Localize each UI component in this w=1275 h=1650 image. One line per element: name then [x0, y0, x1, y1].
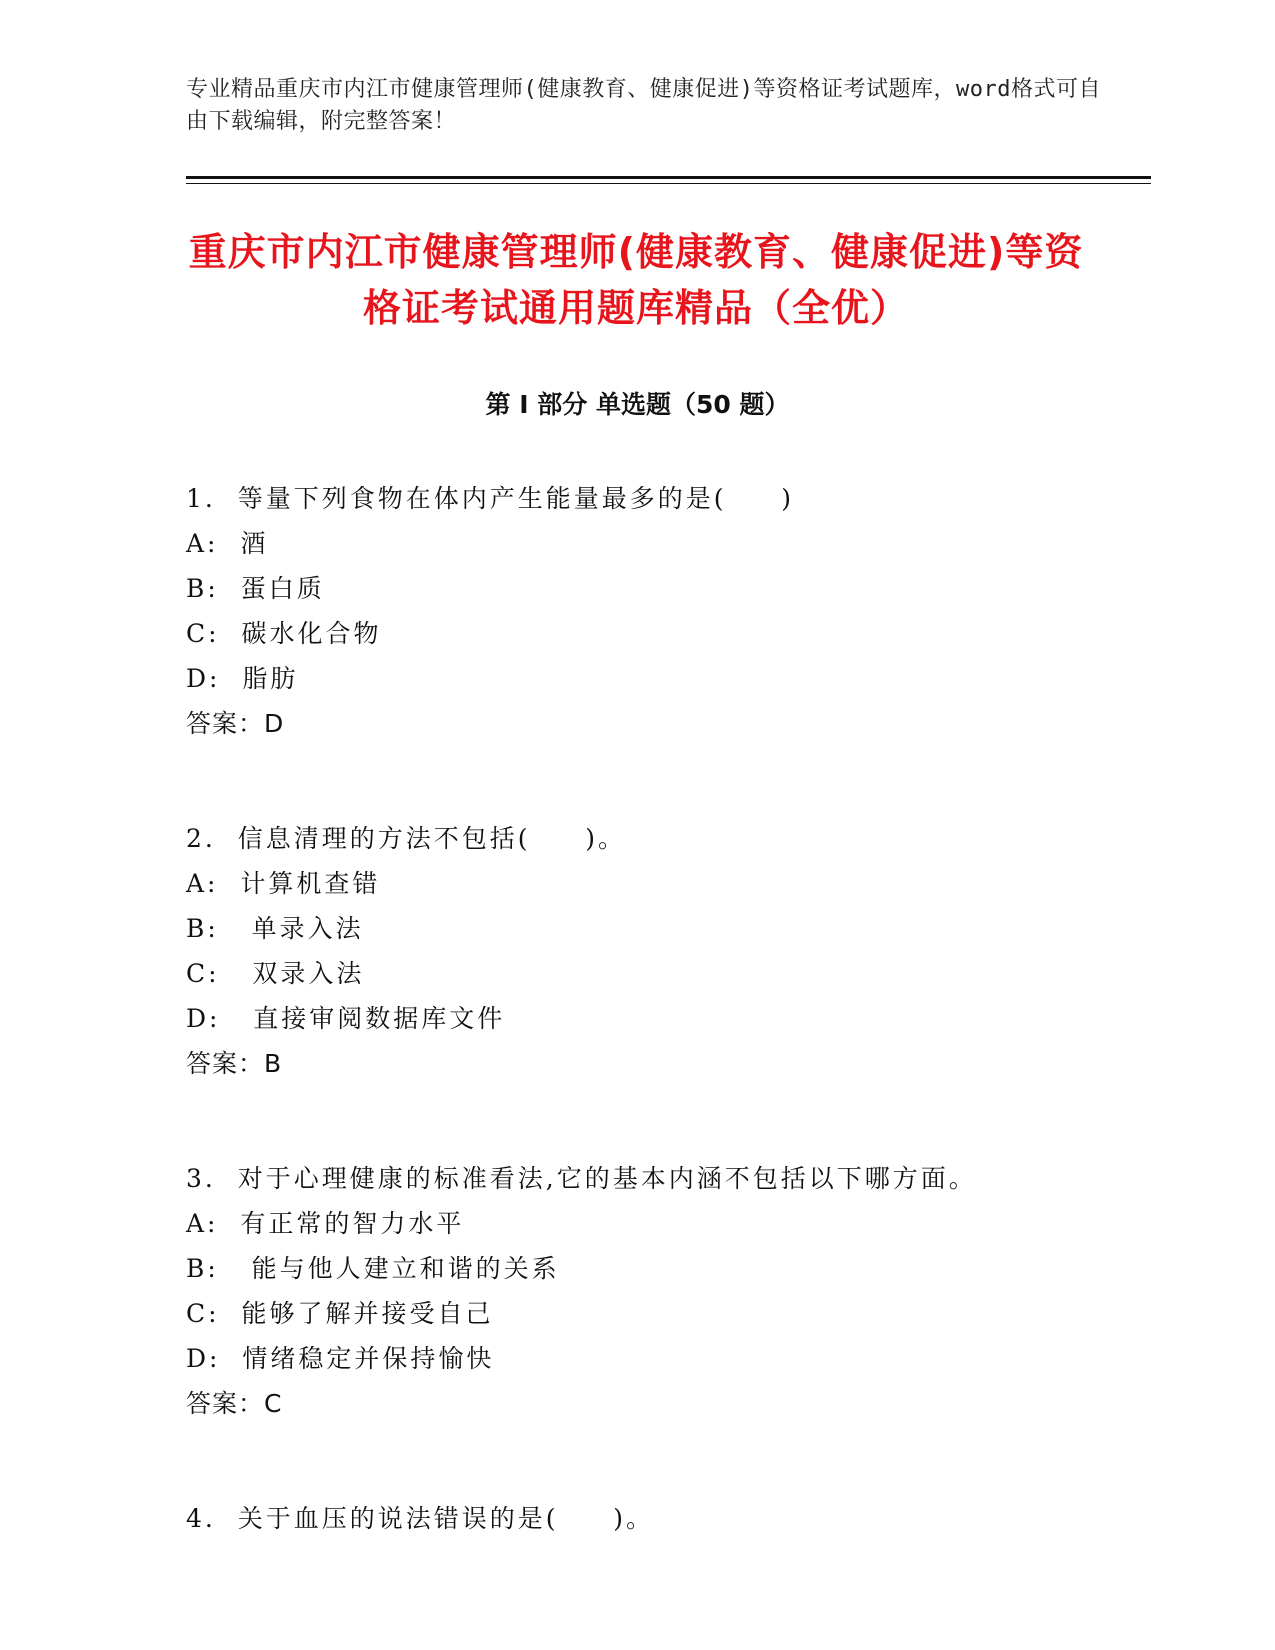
document-title: 重庆市内江市健康管理师(健康教育、健康促进)等资格证考试通用题库精品（全优）: [188, 230, 1084, 330]
question-stem: 3. 对于心理健康的标准看法,它的基本内涵不包括以下哪方面。: [186, 1164, 977, 1193]
question-2: [186, 816, 1086, 1086]
option-a: A: 有正常的智力水平: [186, 1209, 465, 1238]
answer-line: 答案：B: [186, 1049, 283, 1078]
option-b: B: 单录入法: [186, 914, 364, 943]
answer-line: 答案：D: [186, 709, 285, 738]
option-b: B: 蛋白质: [186, 574, 325, 603]
question-stem: 4. 关于血压的说法错误的是( )。: [186, 1504, 654, 1533]
question-3: [186, 1156, 1086, 1426]
section-title: 第 I 部分 单选题（50 题）: [485, 390, 790, 419]
option-a: A: 计算机查错: [186, 869, 381, 898]
question-1: [186, 476, 1086, 746]
question-list: [186, 476, 1086, 1611]
option-c: C: 碳水化合物: [186, 619, 382, 648]
option-a: A: 酒: [186, 529, 269, 558]
option-c: C: 双录入法: [186, 959, 365, 988]
question-stem: 1. 等量下列食物在体内产生能量最多的是( ): [186, 484, 794, 513]
answer-line: 答案：C: [186, 1389, 283, 1418]
question-4: [186, 1496, 1086, 1541]
option-c: C: 能够了解并接受自己: [186, 1299, 494, 1328]
question-stem: 2. 信息清理的方法不包括( )。: [186, 824, 626, 853]
option-b: B: 能与他人建立和谐的关系: [186, 1254, 560, 1283]
header-rule-thin: [186, 183, 1151, 184]
option-d: D: 情绪稳定并保持愉快: [186, 1344, 495, 1373]
header-note: 专业精品重庆市内江市健康管理师(健康教育、健康促进)等资格证考试题库，word格式可自由下载编辑，附完整答案！: [186, 77, 1101, 134]
option-d: D: 脂肪: [186, 664, 299, 693]
header-rule-thick: [186, 176, 1151, 179]
option-d: D: 直接审阅数据库文件: [186, 1004, 506, 1033]
